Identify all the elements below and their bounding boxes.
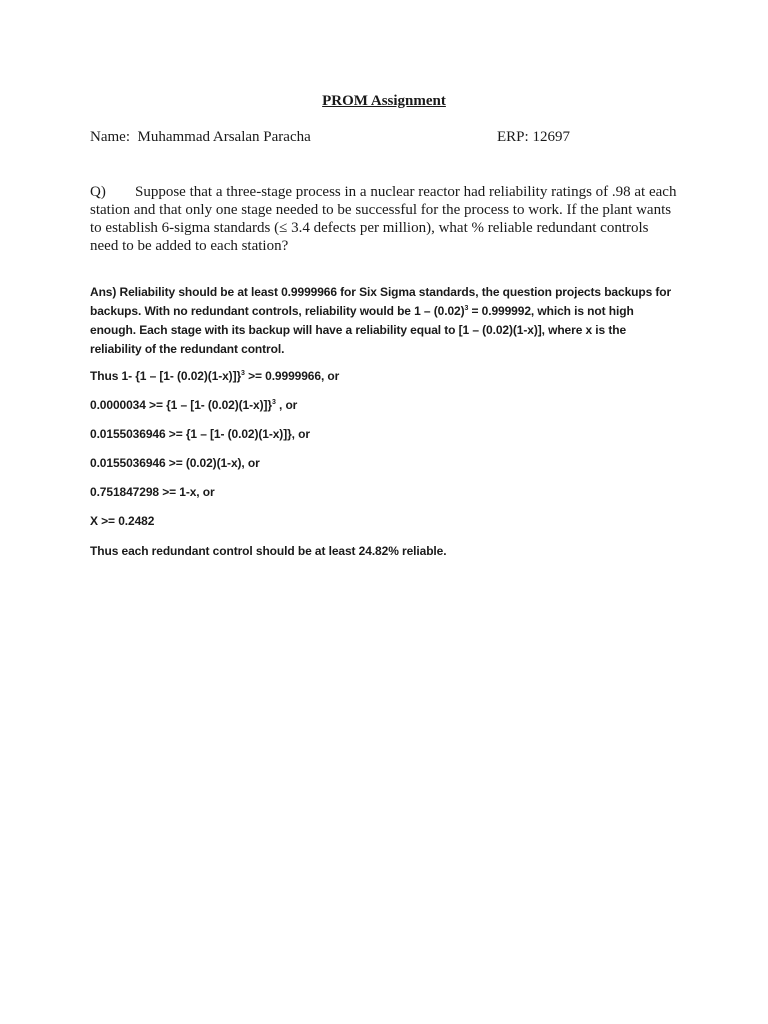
answer-intro-exponent: 3: [464, 305, 469, 312]
step2-exponent: 3: [271, 399, 276, 406]
solution-step-1: [90, 369, 339, 383]
answer-intro-part1: Ans) Reliability should be at least 0.9999966 for Six Sigma standards, the question projects backups for backups. With no redundant controls, reliability would be 1 – (0.02): [90, 285, 672, 318]
step2-part1: 0.0000034 >= {1 – [1- (0.02)(1-x)]}: [90, 398, 272, 412]
question-text: Suppose that a three-stage process in a nuclear reactor had reliability ratings of .98 at each station and that only one stage needed to be successful for the process to work. If the plant wants to establish 6-sigma standards (≤ 3.4 defects per million), what % reliable redundant controls need to be added to each station?: [90, 184, 677, 254]
answer-intro: [90, 283, 680, 359]
erp-label: ERP:: [497, 129, 529, 145]
step1-part2: >= 0.9999966, or: [244, 369, 340, 383]
erp-number: 12697: [532, 129, 570, 145]
solution-step-4: 0.0155036946 >= (0.02)(1-x), or: [90, 456, 260, 470]
erp-line: [497, 129, 570, 146]
name-label: Name:: [90, 129, 130, 145]
answer-conclusion: Thus each redundant control should be at least 24.82% reliable.: [90, 544, 447, 558]
student-name-line: [90, 129, 311, 146]
answer-intro-part2: = 0.999992, which is not high enough. Each stage with its backup will have a reliability equal to [1 – (0.02)(1-x)], where x is the reliability of the redundant control.: [90, 304, 634, 356]
document-title: PROM Assignment: [322, 93, 446, 109]
question-block: [90, 183, 680, 255]
question-label: Q): [90, 184, 106, 200]
step2-part2: , or: [275, 398, 298, 412]
solution-step-3: 0.0155036946 >= {1 – [1- (0.02)(1-x)]}, or: [90, 427, 310, 441]
solution-step-6: X >= 0.2482: [90, 514, 155, 528]
step1-part1: Thus 1- {1 – [1- (0.02)(1-x)]}: [90, 369, 242, 383]
solution-step-5: 0.751847298 >= 1-x, or: [90, 485, 215, 499]
step1-exponent: 3: [241, 370, 245, 377]
solution-step-2: [90, 398, 297, 412]
student-name: Muhammad Arsalan Paracha: [137, 129, 311, 145]
